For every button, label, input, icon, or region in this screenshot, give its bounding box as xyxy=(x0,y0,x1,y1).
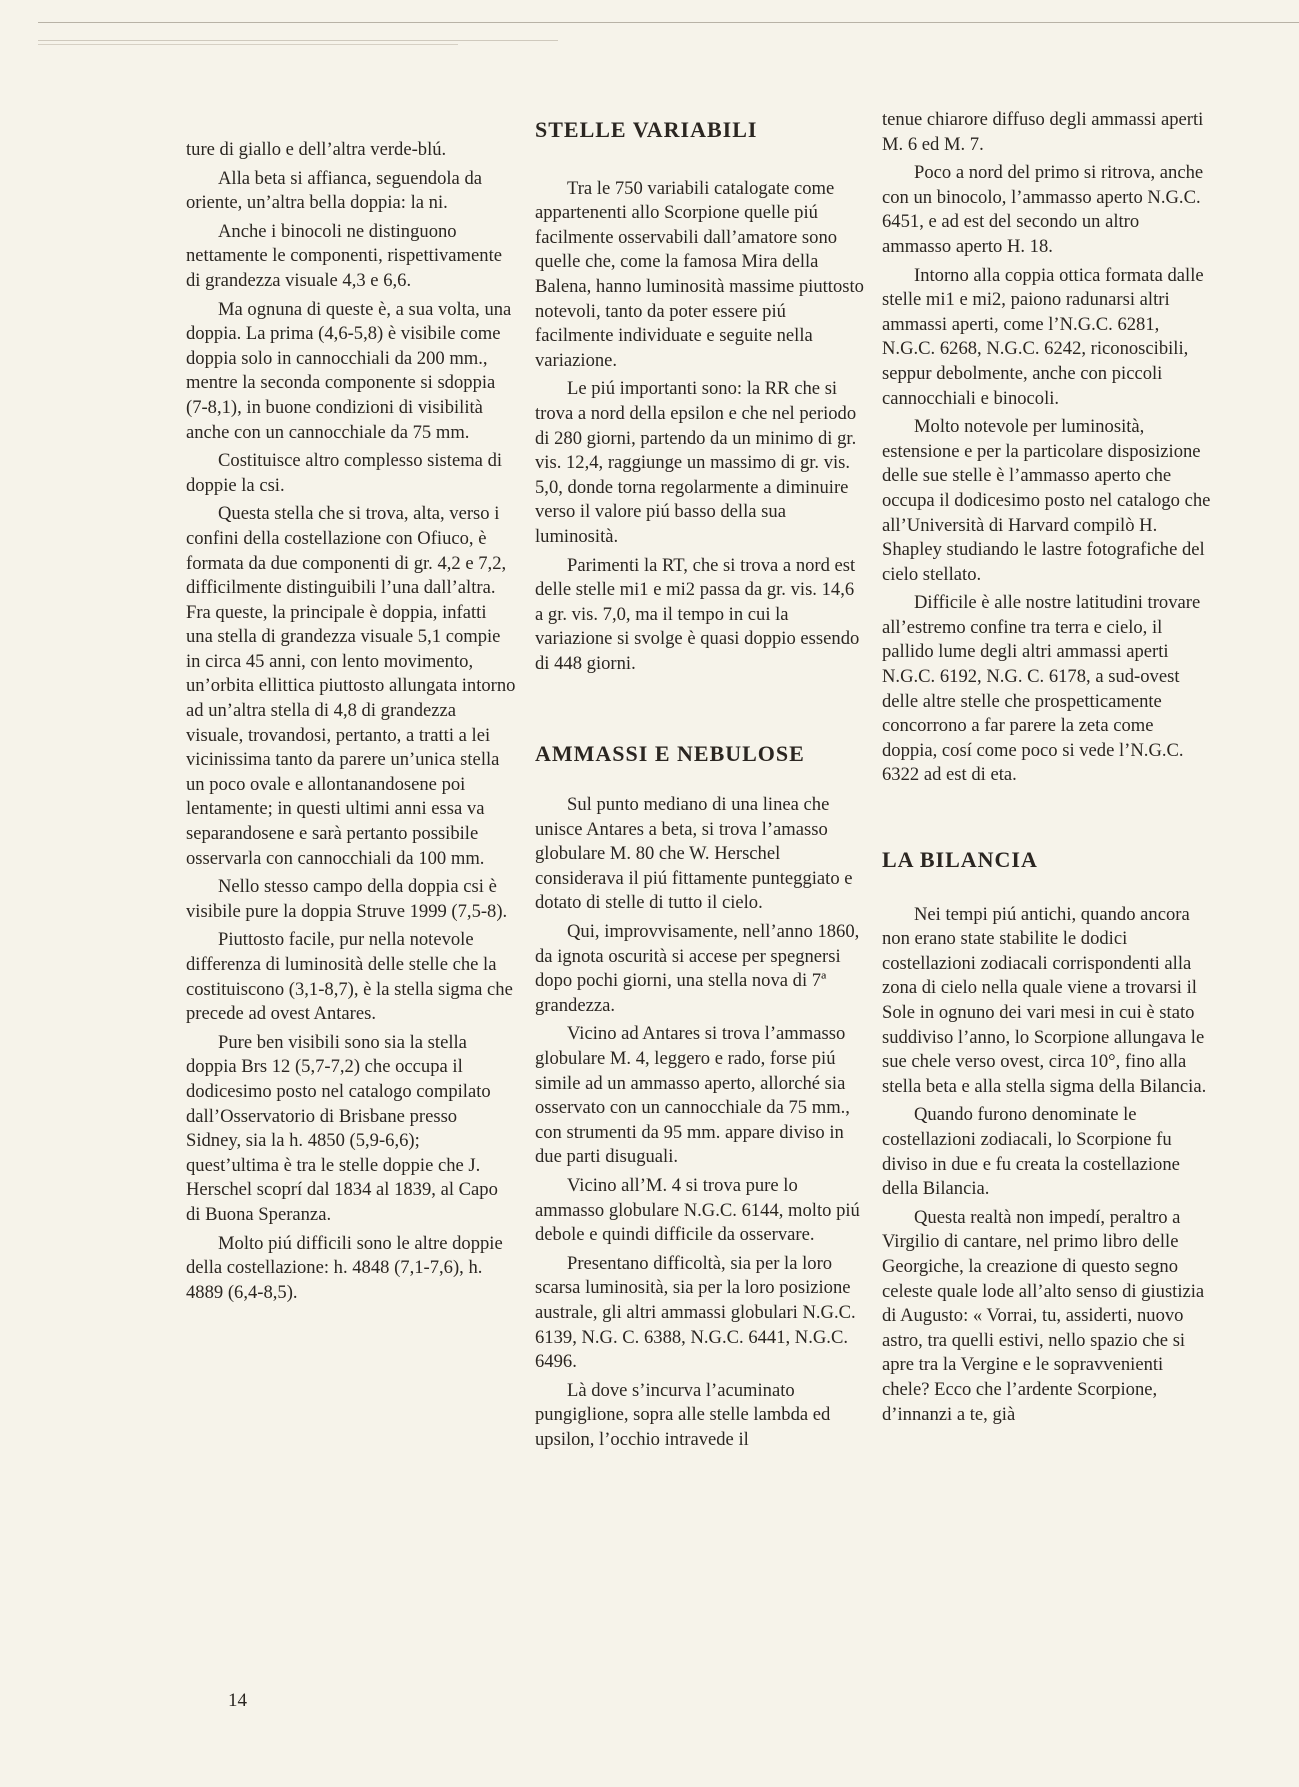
paragraph: Costituisce altro complesso sistema di doppie la csi. xyxy=(186,450,503,496)
paragraph: Parimenti la RT, che si trova a nord est delle stelle mi1 e mi2 passa da gr. vis. 14,6 a gr. vis. 7,0, ma il tempo in cui la variazione si svolge è quasi doppio essendo di 448 giorni. xyxy=(535,554,860,674)
paragraph: Questa stella che si trova, alta, verso i confini della costellazione con Ofiuco, è formata da due componenti di gr. 4,2 e 7,2, difficilmente distinguibili l’una dall’altra. Fra queste, la principale è doppia, infatti una stella di grandezza visuale 5,1 compie in circa 45 anni, con lento movimento, un’orbita ellittica piuttosto allungata intorno ad un’altra stella di 4,8 di grandezza visuale, trovandosi, pertanto, a tratti a lei vicinissima tanto da parere un’unica stella un poco ovale e allontanandosene poi lentamente; in questi ultimi anni essa va separandosene e sarà pertanto possibile osservarla con cannocchiali da 100 mm. xyxy=(186,503,516,869)
column-2 xyxy=(535,118,865,1457)
section-heading-la-bilancia: LA BILANCIA xyxy=(882,847,1038,873)
paragraph: Pure ben visibili sono sia la stella doppia Brs 12 (5,7-7,2) che occupa il dodicesimo posto nel catalogo compilato dall’Osservatorio di Brisbane presso Sidney, sia la h. 4850 (5,9-6,6); quest’ultima è tra le stelle doppie che J. Herschel scoprí dal 1834 al 1839, al Capo di Buona Speranza. xyxy=(186,1031,498,1225)
paragraph: Quando furono denominate le costellazioni zodiacali, lo Scorpione fu diviso in due e fu creata la costellazione della Bilancia. xyxy=(882,1104,1180,1200)
paragraph: Ma ognuna di queste è, a sua volta, una doppia. La prima (4,6-5,8) è visibile come doppia solo in cannocchiali da 200 mm., mentre la seconda componente si sdoppia (7-8,1), in buone condizioni di visibilità anche con un cannocchiale da 75 mm. xyxy=(186,298,512,443)
paragraph: Piuttosto facile, pur nella notevole differenza di luminosità delle stelle che la costituiscono (3,1-8,7), è la stella sigma che precede ad ovest Antares. xyxy=(186,929,513,1025)
column-3 xyxy=(882,108,1212,1431)
column-1 xyxy=(186,138,516,1309)
paragraph: Nei tempi piú antichi, quando ancora non erano state stabilite le dodici costellazioni zodiacali corrispondenti alla zona di cielo nella quale viene a trovarsi il Sole in ognuno dei vari mesi in cui è stato suddiviso l’anno, lo Scorpione allungava le sue chele verso ovest, circa 10°, fino alla stella beta e alla stella sigma della Bilancia. xyxy=(882,903,1207,1097)
paragraph: Molto notevole per luminosità, estensione e per la particolare disposizione delle sue stelle è l’ammasso aperto che occupa il dodicesimo posto nel catalogo che all’Università di Harvard compilò H. Shapley studiando le lastre fotografiche del cielo stellato. xyxy=(882,416,1211,585)
paragraph: Molto piú difficili sono le altre doppie della costellazione: h. 4848 (7,1-7,6), h. 4889 (6,4-8,5). xyxy=(186,1232,503,1303)
paragraph: Anche i binocoli ne distinguono nettamente le componenti, rispettivamente di grandezza visuale 4,3 e 6,6. xyxy=(186,220,502,291)
paragraph: Qui, improvvisamente, nell’anno 1860, da ignota oscurità si accese per spegnersi dopo pochi giorni, una stella nova di 7ª grandezza. xyxy=(535,921,860,1016)
paragraph: Nello stesso campo della doppia csi è visibile pure la doppia Struve 1999 (7,5-8). xyxy=(186,876,508,922)
section-heading-stelle-variabili: STELLE VARIABILI xyxy=(535,117,758,142)
paragraph: Sul punto mediano di una linea che unisce Antares a beta, si trova l’amasso globulare M. 80 che W. Herschel considerava il piú fittamente punteggiato e dotato di stelle di tutto il cielo. xyxy=(535,794,853,914)
paragraph: Difficile è alle nostre latitudini trovare all’estremo confine tra terra e cielo, il pallido lume degli altri ammassi aperti N.G.C. 6192, N.G. C. 6178, a sud-ovest delle altre stelle che prospetticamente concorrono a far parere la zeta come doppia, cosí come poco si vede l’N.G.C. 6322 ad est di eta. xyxy=(882,592,1201,786)
page-number: 14 xyxy=(228,1690,247,1711)
paragraph: ture di giallo e dell’altra verde-blú. xyxy=(186,139,447,160)
top-rule-secondary xyxy=(38,40,558,41)
paragraph: Questa realtà non impedí, peraltro a Virgilio di cantare, nel primo libro delle Georgiche, la creazione di questo segno celeste quale lode all’alto senso di giustizia di Augusto: « Vorrai, tu, assiderti, nuovo astro, tra quelli estivi, nello spazio che si apre tra la Vergine e le sopravvenienti chele? Ecco che l’ardente Scorpione, d’innanzi a te, già xyxy=(882,1206,1205,1425)
top-rule-tertiary xyxy=(38,44,458,45)
paragraph: Alla beta si affianca, seguendola da oriente, un’altra bella doppia: la ni. xyxy=(186,167,482,214)
paragraph: Le piú importanti sono: la RR che si trova a nord della epsilon e che nel periodo di 280 giorni, partendo da un minimo di gr. vis. 12,4, raggiunge un massimo di gr. vis. 5,0, donde torna regolarmente a diminuire verso il valore piú basso della sua luminosità. xyxy=(535,378,857,547)
paragraph: Presentano difficoltà, sia per la loro scarsa luminosità, sia per la loro posizione australe, gli altri ammassi globulari N.G.C. 6139, N.G. C. 6388, N.G.C. 6441, N.G.C. 6496. xyxy=(535,1252,856,1373)
section-heading-ammassi-e-nebulose: AMMASSI E NEBULOSE xyxy=(535,741,805,767)
top-rule xyxy=(38,22,1299,23)
paragraph: Tra le 750 variabili catalogate come appartenenti allo Scorpione quelle piú facilmente osservabili dall’amatore sono quelle che, come la famosa Mira della Balena, hanno luminosità massime piuttosto notevoli, tanto da poter essere piú facilmente individuate e seguite nella variazione. xyxy=(535,177,864,371)
paragraph: Poco a nord del primo si ritrova, anche con un binocolo, l’ammasso aperto N.G.C. 6451, e ad est del secondo un altro ammasso aperto H. 18. xyxy=(882,162,1204,257)
paragraph: Vicino ad Antares si trova l’ammasso globulare M. 4, leggero e rado, forse piú simile ad un ammasso aperto, allorché sia osservato con un cannocchiale da 75 mm., con strumenti da 95 mm. appare diviso in due parti disuguali. xyxy=(535,1023,850,1168)
paragraph: Intorno alla coppia ottica formata dalle stelle mi1 e mi2, paiono radunarsi altri ammassi aperti, come l’N.G.C. 6281, N.G.C. 6268, N.G.C. 6242, riconoscibili, seppur debolmente, anche con piccoli cannocchiali e binocoli. xyxy=(882,264,1204,409)
paragraph: Vicino all’M. 4 si trova pure lo ammasso globulare N.G.C. 6144, molto piú debole e quindi difficile da osservare. xyxy=(535,1174,860,1246)
paragraph: Là dove s’incurva l’acuminato pungiglione, sopra alle stelle lambda ed upsilon, l’occhio intravede il xyxy=(535,1379,831,1450)
paragraph: tenue chiarore diffuso degli ammassi aperti M. 6 ed M. 7. xyxy=(882,109,1204,155)
